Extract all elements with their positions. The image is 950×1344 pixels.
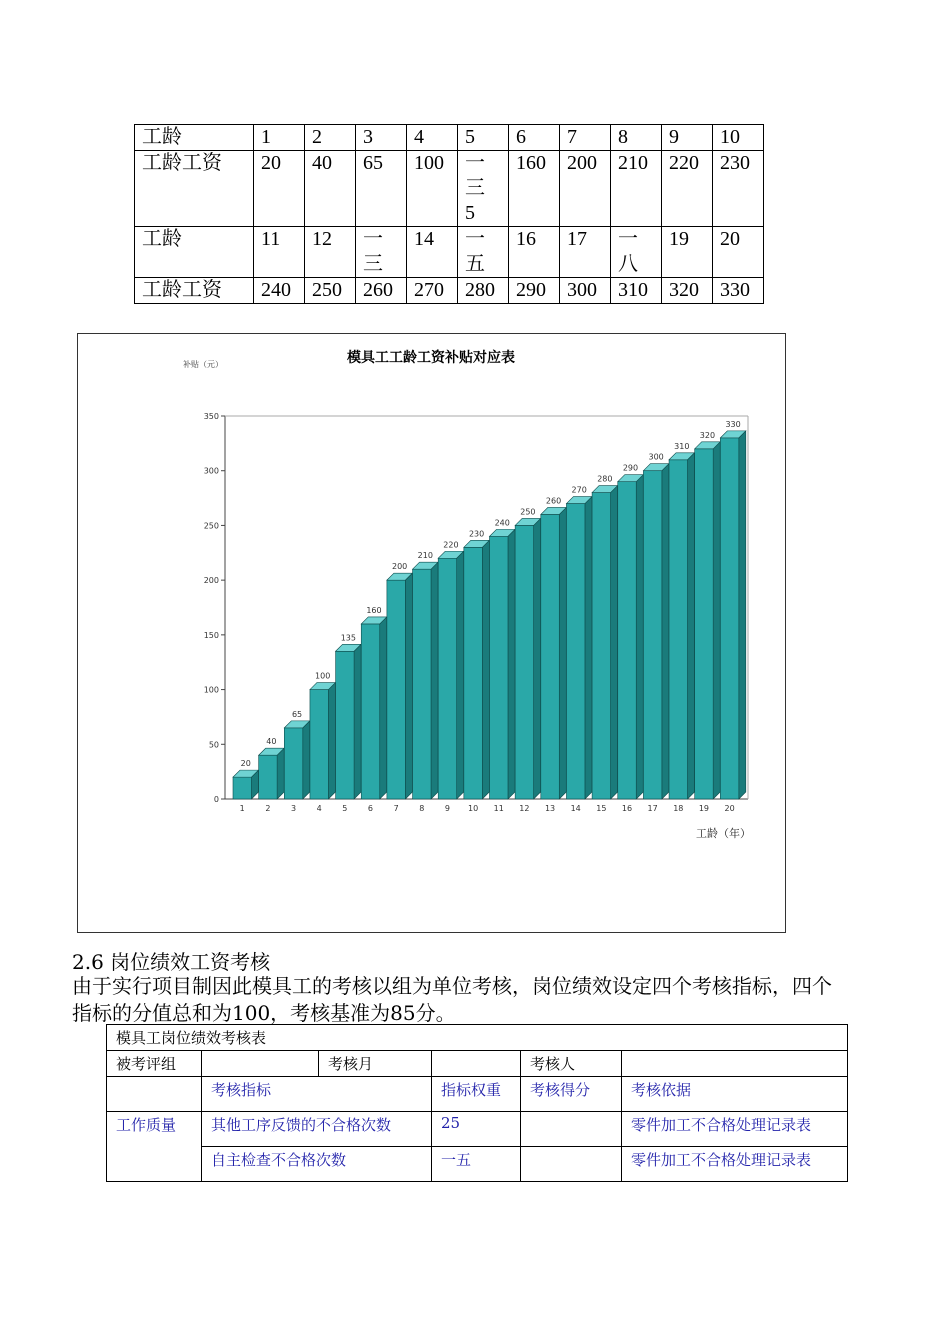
- table-row: [135, 125, 764, 151]
- bar: [438, 558, 456, 799]
- bar: [695, 449, 713, 799]
- data-label: 40: [266, 737, 277, 747]
- table-cell: 260: [356, 278, 407, 304]
- row-label: 工龄: [135, 125, 254, 151]
- table-cell: 20: [254, 151, 305, 227]
- category-label: 工作质量: [107, 1112, 202, 1182]
- data-label: 310: [674, 441, 690, 451]
- table-cell: 65: [356, 151, 407, 227]
- bar: [284, 728, 302, 799]
- group-value[interactable]: [202, 1051, 319, 1077]
- x-tick-label: 19: [698, 804, 710, 813]
- x-tick-label: 4: [316, 804, 322, 813]
- x-tick-label: 5: [342, 804, 348, 813]
- x-tick-label: 10: [467, 804, 479, 813]
- bar: [387, 580, 405, 799]
- table-cell: 17: [560, 227, 611, 278]
- x-tick-label: 1: [239, 804, 245, 813]
- table-cell: 3: [356, 125, 407, 151]
- table-cell: 280: [458, 278, 509, 304]
- x-tick-label: 8: [419, 804, 425, 813]
- row-label: 工龄: [135, 227, 254, 278]
- y-tick-label: 200: [203, 576, 219, 586]
- data-label: 270: [571, 485, 587, 495]
- y-tick-label: 150: [203, 630, 219, 640]
- month-label: 考核月: [319, 1051, 432, 1077]
- y-tick-label: 0: [213, 795, 219, 804]
- table-cell: 19: [662, 227, 713, 278]
- bar-side: [482, 540, 489, 799]
- header-basis: 考核依据: [622, 1077, 848, 1112]
- bar: [669, 460, 687, 799]
- table-cell: 5: [458, 125, 509, 151]
- table-row: [107, 1077, 848, 1112]
- y-tick-label: 50: [208, 740, 219, 750]
- x-tick-label: 9: [444, 804, 450, 813]
- indicator-cell: 其他工序反馈的不合格次数: [202, 1112, 432, 1147]
- data-label: 135: [340, 633, 356, 643]
- table-row: [107, 1025, 848, 1051]
- bar: [541, 514, 559, 799]
- y-axis-label: 补贴（元）: [183, 360, 223, 369]
- table-cell: 330: [713, 278, 764, 304]
- table-cell: 20: [713, 227, 764, 278]
- data-label: 20: [240, 759, 251, 769]
- bar-side: [277, 748, 284, 799]
- chart-plot: [204, 412, 748, 813]
- data-label: 250: [520, 507, 536, 517]
- bar-side: [405, 573, 412, 799]
- table-cell: 160: [509, 151, 560, 227]
- bar: [643, 471, 661, 799]
- data-label: 260: [545, 496, 562, 506]
- bar: [233, 777, 251, 799]
- x-tick-label: 2: [265, 804, 271, 813]
- table-cell: 12: [305, 227, 356, 278]
- section-paragraph: 由于实行项目制因此模具工的考核以组为单位考核，岗位绩效设定四个考核指标，四个指标的分值总和为100，考核基准为85分。: [72, 974, 832, 1025]
- row-label: 工龄工资: [135, 278, 254, 304]
- y-tick-label: 100: [203, 685, 219, 695]
- bar-side: [431, 562, 438, 799]
- table-cell: 一三5: [458, 151, 509, 227]
- table-cell: 300: [560, 278, 611, 304]
- bar: [566, 504, 584, 799]
- table-cell: 320: [662, 278, 713, 304]
- bar-side: [585, 497, 592, 799]
- bar: [515, 525, 533, 799]
- table-cell: 10: [713, 125, 764, 151]
- chart-title: 模具工工龄工资补贴对应表: [347, 350, 515, 366]
- bar: [720, 438, 738, 799]
- y-tick-label: 350: [203, 412, 219, 421]
- header-indicator: 考核指标: [202, 1077, 432, 1112]
- data-label: 100: [315, 671, 331, 681]
- table-cell: 210: [611, 151, 662, 227]
- bar-side: [636, 475, 643, 799]
- bar-chart: [78, 334, 785, 932]
- bar: [592, 493, 610, 799]
- table-cell: 230: [713, 151, 764, 227]
- bar-side: [534, 518, 541, 799]
- bar-side: [559, 507, 566, 799]
- bar-side: [611, 486, 618, 799]
- table-cell: 290: [509, 278, 560, 304]
- bar-side: [328, 683, 335, 799]
- table-cell: 一五: [458, 227, 509, 278]
- table-row: [107, 1147, 848, 1182]
- y-tick-label: 250: [203, 521, 219, 531]
- assessment-table-title: 模具工岗位绩效考核表: [107, 1025, 848, 1051]
- header-score: 考核得分: [521, 1077, 622, 1112]
- data-label: 330: [725, 419, 741, 429]
- table-cell: 14: [407, 227, 458, 278]
- table-row: [107, 1112, 848, 1147]
- table-cell: 一三: [356, 227, 407, 278]
- table-cell: 250: [305, 278, 356, 304]
- wage-table: [134, 124, 764, 304]
- bar: [464, 547, 482, 799]
- bar: [490, 536, 508, 799]
- assessor-label: 考核人: [521, 1051, 622, 1077]
- bar-side: [303, 721, 310, 799]
- bar: [618, 482, 636, 799]
- group-label: 被考评组: [107, 1051, 202, 1077]
- table-row: [107, 1051, 848, 1077]
- chart-frame: [77, 333, 786, 933]
- row-label: 工龄工资: [135, 151, 254, 227]
- indicator-cell: 自主检查不合格次数: [202, 1147, 432, 1182]
- score-cell[interactable]: [521, 1112, 622, 1147]
- data-label: 65: [291, 709, 303, 719]
- x-tick-label: 18: [673, 804, 684, 813]
- bar: [336, 651, 354, 799]
- data-label: 230: [468, 529, 485, 539]
- x-tick-label: 12: [519, 804, 530, 813]
- month-value[interactable]: [432, 1051, 521, 1077]
- bar-side: [713, 442, 720, 799]
- x-tick-label: 17: [647, 804, 658, 813]
- table-cell: 310: [611, 278, 662, 304]
- x-tick-label: 3: [290, 804, 297, 813]
- table-cell: 270: [407, 278, 458, 304]
- data-label: 280: [597, 474, 613, 484]
- x-tick-label: 7: [393, 804, 399, 813]
- bar-side: [662, 464, 669, 799]
- y-tick-label: 300: [203, 466, 219, 476]
- x-tick-label: 13: [544, 804, 556, 813]
- table-cell: 一八: [611, 227, 662, 278]
- table-cell: 4: [407, 125, 458, 151]
- bar-side: [354, 644, 361, 799]
- bar-side: [688, 453, 695, 799]
- table-cell: 40: [305, 151, 356, 227]
- x-tick-label: 16: [621, 804, 633, 813]
- table-cell: 200: [560, 151, 611, 227]
- table-cell: 1: [254, 125, 305, 151]
- bar-side: [380, 617, 387, 799]
- basis-cell: 零件加工不合格处理记录表: [622, 1112, 848, 1147]
- section-heading: 2.6 岗位绩效工资考核: [72, 950, 271, 974]
- bar: [259, 755, 277, 799]
- table-cell: 16: [509, 227, 560, 278]
- data-label: 320: [699, 430, 716, 440]
- table-cell: 11: [254, 227, 305, 278]
- bar-side: [508, 529, 515, 799]
- data-label: 160: [366, 605, 382, 615]
- x-tick-label: 20: [724, 804, 735, 813]
- table-cell: 6: [509, 125, 560, 151]
- x-tick-label: 15: [596, 804, 607, 813]
- weight-cell: 一五: [432, 1147, 521, 1182]
- bar: [310, 690, 328, 799]
- data-label: 300: [648, 452, 664, 462]
- x-tick-label: 14: [570, 804, 581, 813]
- table-cell: 7: [560, 125, 611, 151]
- data-label: 290: [622, 463, 639, 473]
- score-cell[interactable]: [521, 1147, 622, 1182]
- bar: [413, 569, 431, 799]
- x-tick-label: 11: [493, 804, 504, 813]
- table-cell: 220: [662, 151, 713, 227]
- bar-side: [457, 551, 464, 799]
- x-axis-label: 工龄（年）: [696, 827, 751, 840]
- assessment-table: [106, 1024, 848, 1182]
- weight-cell: 25: [432, 1112, 521, 1147]
- bar-side: [739, 431, 746, 799]
- table-cell: 8: [611, 125, 662, 151]
- table-cell: 2: [305, 125, 356, 151]
- data-label: 220: [443, 540, 459, 550]
- table-cell: 100: [407, 151, 458, 227]
- x-tick-label: 6: [367, 804, 374, 813]
- data-label: 210: [417, 551, 433, 561]
- assessor-value[interactable]: [622, 1051, 848, 1077]
- header-weight: 指标权重: [432, 1077, 521, 1112]
- table-cell: 9: [662, 125, 713, 151]
- basis-cell: 零件加工不合格处理记录表: [622, 1147, 848, 1182]
- data-label: 200: [391, 562, 408, 572]
- bar: [361, 624, 379, 799]
- table-row: [135, 227, 764, 278]
- table-row: [135, 151, 764, 227]
- table-row: [135, 278, 764, 304]
- data-label: 240: [494, 518, 510, 528]
- table-cell: [107, 1077, 202, 1112]
- table-cell: 240: [254, 278, 305, 304]
